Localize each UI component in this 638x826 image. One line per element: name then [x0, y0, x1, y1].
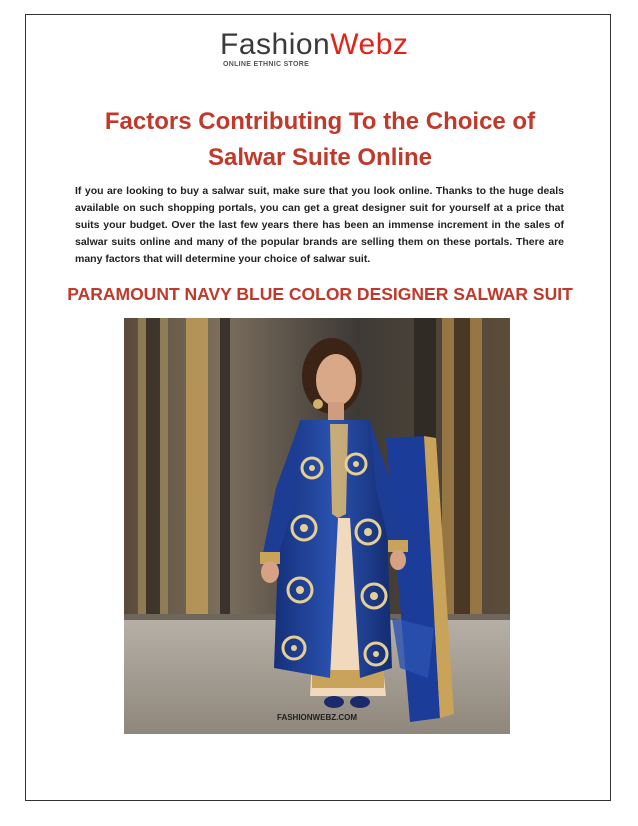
intro-paragraph: If you are looking to buy a salwar suit, make sure that you look online. Thanks to the huge deals available on such shopping portals, you can get a great designer suit for yourself at a price that suits your budget. Over the last few years there has been an immense increment in the sales of salwar suits online and many of the popular brands are selling them on these portals. There are many factors that will determine your choice of salwar suit.: [75, 185, 564, 265]
logo-webz-text: Webz: [330, 28, 409, 61]
logo-fashion-text: Fashion: [220, 28, 331, 61]
photo-watermark: FASHIONWEBZ.COM: [277, 713, 357, 722]
page-title: [40, 104, 600, 176]
product-heading: PARAMOUNT NAVY BLUE COLOR DESIGNER SALWAR SUIT: [67, 284, 573, 304]
page-title-line-1: Factors Contributing To the Choice of: [104, 108, 536, 135]
product-photo: [124, 318, 510, 734]
page-title-line-2: Salwar Suite Online: [207, 144, 433, 171]
logo-wordmark: [220, 28, 408, 62]
logo-tagline: ONLINE ETHNIC STORE: [223, 61, 310, 68]
fashionwebz-logo[interactable]: [220, 28, 440, 74]
